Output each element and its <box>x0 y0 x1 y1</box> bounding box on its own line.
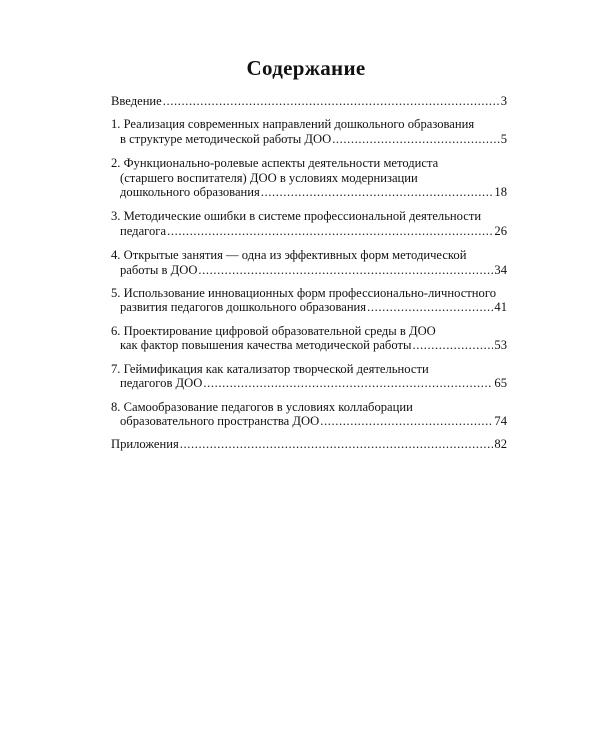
toc-entry-text: (старшего воспитателя) ДОО в условиях модернизации <box>120 170 418 185</box>
toc-page-number: 3 <box>500 94 507 108</box>
toc-entry-chapter-2 <box>111 156 507 199</box>
toc-page-number: 5 <box>500 131 507 146</box>
toc-entry-chapter-8 <box>111 400 507 429</box>
toc-entry-chapter-4 <box>111 248 507 277</box>
dot-leader <box>203 376 493 390</box>
dot-leader <box>163 94 500 108</box>
toc-entry-text: 1. Реализация современных направлений дошкольного образования <box>111 117 475 132</box>
dot-leader <box>412 338 493 352</box>
dot-leader <box>332 132 500 146</box>
toc-entry-text: дошкольного образования <box>120 185 260 200</box>
dot-leader <box>167 224 493 238</box>
toc-entry-text: 7. Геймификация как катализатор творческой деятельности <box>111 361 429 376</box>
toc-entry-chapter-1 <box>111 117 507 146</box>
toc-page-number: 53 <box>494 338 507 353</box>
toc-entry-line <box>111 414 507 428</box>
toc-page-number: 18 <box>494 185 507 200</box>
toc-entry-chapter-7 <box>111 362 507 391</box>
toc-entry-text: образовательного пространства ДОО <box>120 413 320 428</box>
toc-page-number: 74 <box>494 413 507 428</box>
toc-entry-line <box>111 185 507 199</box>
dot-leader <box>367 300 493 314</box>
toc-entry-text: 4. Открытые занятия — одна из эффективных форм методической <box>111 248 467 263</box>
toc-entry-line <box>111 94 507 108</box>
toc-entry-text: 2. Функционально-ролевые аспекты деятельности методиста <box>111 156 439 171</box>
toc-entry-text: 8. Самообразование педагогов в условиях коллаборации <box>111 399 413 414</box>
toc-entry-introduction <box>111 94 507 108</box>
toc-page-number: 34 <box>494 262 507 277</box>
toc-entry-line <box>111 132 507 146</box>
toc-page-number: 26 <box>494 223 507 238</box>
toc-entry-text: Приложения <box>111 437 179 452</box>
dot-leader <box>180 437 494 451</box>
page-title: Содержание <box>246 56 366 80</box>
toc-entry-line <box>111 300 507 314</box>
toc-entry-text: 6. Проектирование цифровой образовательной среды в ДОО <box>111 323 436 338</box>
toc-entry-chapter-3 <box>111 209 507 238</box>
toc-page-number: 41 <box>494 300 507 315</box>
toc-entry-text: педагогов ДОО <box>120 376 203 391</box>
toc-entry-chapter-6 <box>111 324 507 353</box>
dot-leader <box>198 263 493 277</box>
toc-page-number: 65 <box>494 376 507 391</box>
toc-entry-text: в структуре методической работы ДОО <box>120 131 332 146</box>
toc-entry-text: 3. Методические ошибки в системе профессиональной деятельности <box>111 209 482 224</box>
toc-entry-text: 5. Использование инновационных форм профессионально-личностного <box>111 286 496 301</box>
toc-entry-text: как фактор повышения качества методической работы <box>120 338 412 353</box>
toc-entry-text: педагога <box>120 223 167 238</box>
toc-entry-text: работы в ДОО <box>120 262 198 277</box>
toc-page-number: 82 <box>494 437 507 452</box>
toc-entry-line <box>111 263 507 277</box>
toc-entry-text: развития педагогов дошкольного образования <box>120 300 367 315</box>
toc-entry-appendices <box>111 437 507 451</box>
toc-entry-line <box>111 224 507 238</box>
toc-entry-line <box>111 437 507 451</box>
toc-list <box>111 94 507 452</box>
toc-entry-chapter-5 <box>111 286 507 315</box>
toc-entry-line <box>111 338 507 352</box>
toc-entry-line <box>111 376 507 390</box>
toc-entry-text: Введение <box>111 94 162 108</box>
dot-leader <box>320 414 493 428</box>
dot-leader <box>261 185 494 199</box>
